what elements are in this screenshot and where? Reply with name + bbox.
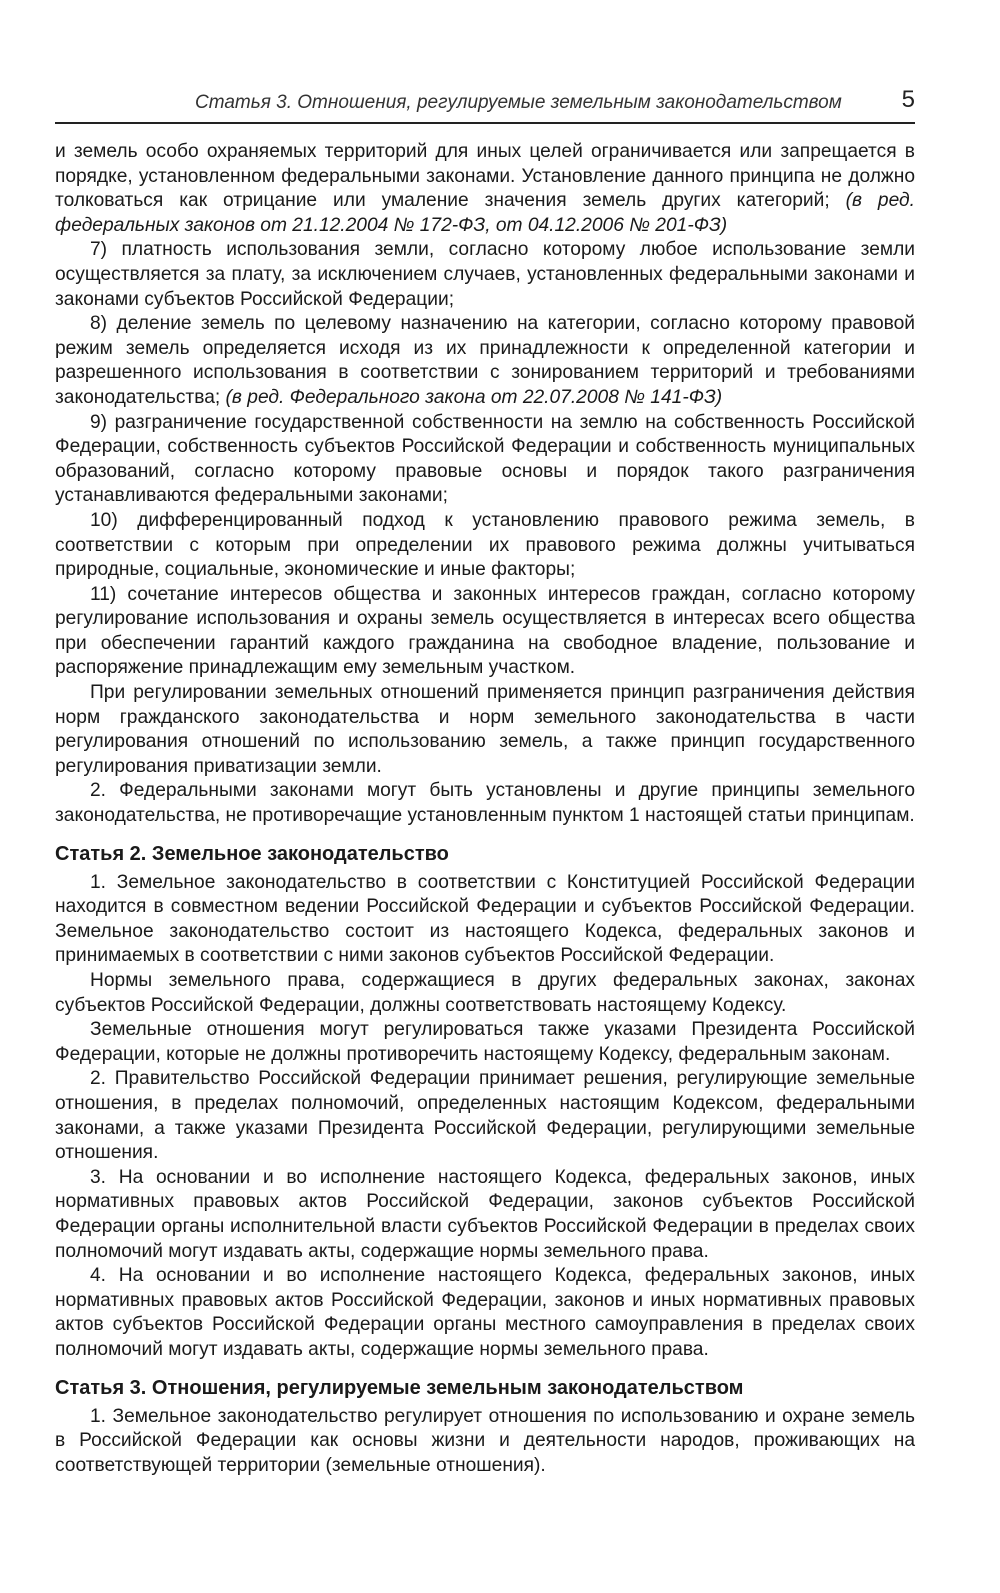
paragraph-text: 8) деление земель по целевому назначению на категории, согласно которому правовой режим земель определяется исходя из их принадлежности к определенной категории и разрешенного использования в соответствии с зонированием территорий и требованиями законодательства;	[55, 313, 915, 408]
amendment-note: (в ред. федеральных законов от 21.12.2004 № 172-ФЗ, от 04.12.2006 № 201-ФЗ)	[55, 190, 915, 236]
amendment-note: (в ред. Федерального закона от 22.07.2008 № 141-ФЗ)	[225, 386, 723, 408]
article-heading: Статья 2. Земельное законодательство	[55, 842, 449, 865]
page-header	[55, 86, 915, 124]
paragraph: 11) сочетание интересов общества и законных интересов граждан, согласно которому регулирование использования и охраны земель осуществляется в интересах всего общества при обеспечении гарантий каждого гражданина на свободное владение, пользование и распоряжение принадлежащим ему земельным участком.	[55, 583, 915, 679]
paragraph: 7) платность использования земли, согласно которому любое использование земли осуществляется за плату, за исключением случаев, установленных федеральными законами и законами субъектов Российской Федерации;	[55, 239, 915, 310]
paragraph: 9) разграничение государственной собственности на землю на собственность Российской Федерации, собственность субъектов Российской Федерации и собственность муниципальных образований, согласно которому правовые основы и порядок такого разграничения устанавливаются федеральными законами;	[55, 411, 915, 507]
paragraph-text: и земель особо охраняемых территорий для иных целей ограничивается или запрещается в порядке, установленном федеральными законами. Установление данного принципа не должно толковаться как отрицание или умаление значения земель других категорий;	[55, 141, 915, 212]
paragraph: 1. Земельное законодательство регулирует отношения по использованию и охране земель в Российской Федерации как основы жизни и деятельности народов, проживающих на соответствующей территории (земельные отношения).	[55, 1405, 915, 1476]
paragraph	[55, 140, 915, 238]
paragraph: 1. Земельное законодательство в соответствии с Конституцией Российской Федерации находится в совместном ведении Российской Федерации и субъектов Российской Федерации. Земельное законодательство состоит из настоящего Кодекса, федеральных законов и принимаемых в соответствии с ними законов субъектов Российской Федерации.	[55, 871, 915, 967]
article-heading: Статья 3. Отношения, регулируемые земельным законодательством	[55, 1376, 744, 1399]
paragraph: 10) дифференцированный подход к установлению правового режима земель, в соответствии с которым при определении их правового режима должны учитываться природные, социальные, экономические и иные факторы;	[55, 509, 915, 581]
paragraph: 2. Федеральными законами могут быть установлены и другие принципы земельного законодательства, не противоречащие установленным пунктом 1 настоящей статьи принципам.	[55, 780, 915, 827]
page-body	[55, 140, 915, 1478]
page-number: 5	[901, 86, 915, 113]
paragraph: 4. На основании и во исполнение настоящего Кодекса, федеральных законов, иных нормативных правовых актов Российской Федерации, законов и иных нормативных правовых актов субъектов Российской Федерации органы местного самоуправления в пределах своих полномочий могут издавать акты, содержащие нормы земельного права.	[55, 1265, 915, 1360]
paragraph: Земельные отношения могут регулироваться также указами Президента Российской Федерации, которые не должны противоречить настоящему Кодексу, федеральным законам.	[55, 1019, 915, 1065]
paragraph: 2. Правительство Российской Федерации принимает решения, регулирующие земельные отношения, в пределах полномочий, определенных настоящим Кодексом, федеральными законами, а также указами Президента Российской Федерации, регулирующими земельные отношения.	[55, 1068, 915, 1164]
paragraph	[55, 312, 915, 410]
running-title: Статья 3. Отношения, регулируемые земельным законодательством	[195, 92, 842, 113]
paragraph: При регулировании земельных отношений применяется принцип разграничения действия норм гражданского законодательства и норм земельного законодательства в части регулирования отношений по использованию земель, а также принцип государственного регулирования приватизации земли.	[55, 682, 915, 777]
paragraph: 3. На основании и во исполнение настоящего Кодекса, федеральных законов, иных нормативных правовых актов Российской Федерации, законов субъектов Российской Федерации органы исполнительной власти субъектов Российской Федерации в пределах своих полномочий могут издавать акты, содержащие нормы земельного права.	[55, 1166, 915, 1262]
paragraph: Нормы земельного права, содержащиеся в других федеральных законах, законах субъектов Российской Федерации, должны соответствовать настоящему Кодексу.	[55, 970, 915, 1016]
